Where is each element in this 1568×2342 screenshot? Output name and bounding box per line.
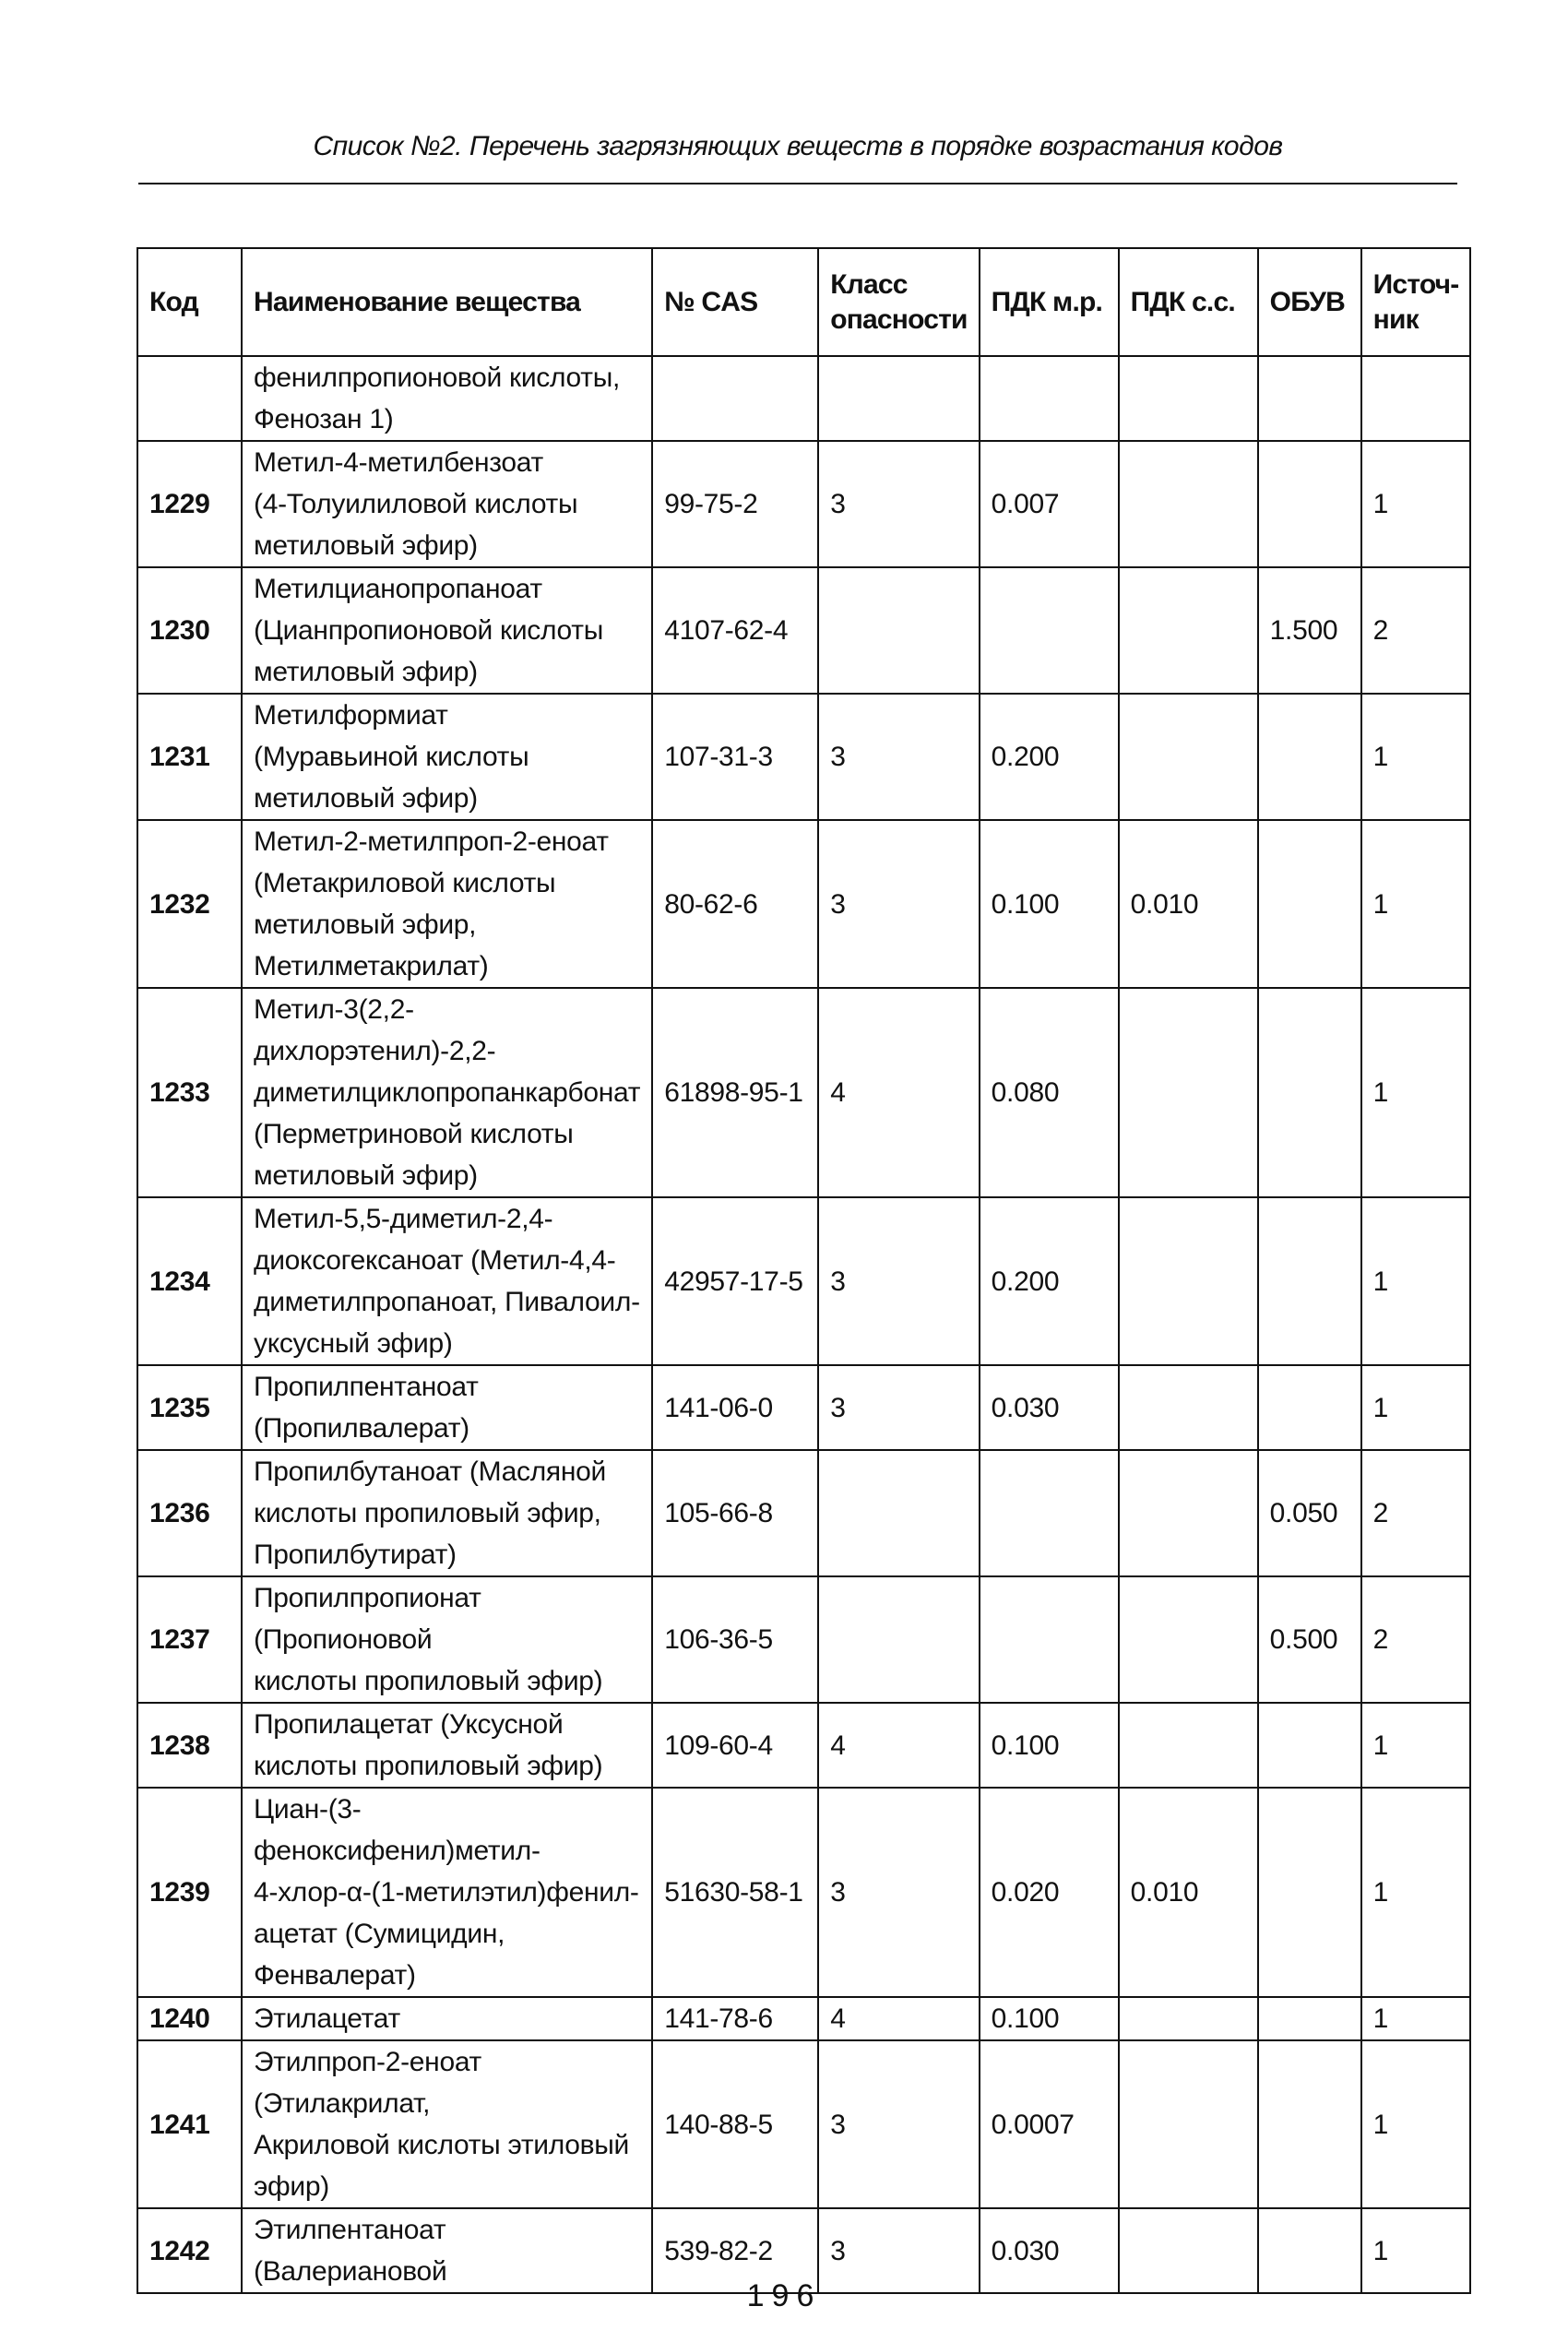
cell-pdk-mr: 0.100 (980, 1997, 1119, 2040)
table-row (137, 694, 1470, 820)
header-name: Наименование вещества (242, 248, 652, 356)
cell-name (242, 988, 652, 1197)
cell-obuv (1258, 1997, 1361, 2040)
name-line: Этилпентаноат (Валериановой (254, 2215, 447, 2287)
cell-hazard-class: 3 (818, 1365, 979, 1450)
table-row (137, 1788, 1470, 1997)
cell-code: 1234 (137, 1197, 242, 1365)
name-line: Этилпроп-2-еноат (Этилакрилат, (254, 2047, 481, 2119)
cell-name (242, 2040, 652, 2208)
cell-code: 1229 (137, 441, 242, 567)
cell-code: 1231 (137, 694, 242, 820)
table-row (137, 567, 1470, 694)
name-line: уксусный эфир) (254, 1328, 453, 1359)
cell-hazard-class: 3 (818, 694, 979, 820)
cell-pdk-mr: 0.020 (980, 1788, 1119, 1997)
name-line: 4-хлор-α-(1-метилэтил)фенил- (254, 1877, 639, 1908)
cell-obuv: 0.500 (1258, 1576, 1361, 1703)
substances-table-container (137, 247, 1471, 2294)
cell-obuv (1258, 356, 1361, 441)
cell-hazard-class: 4 (818, 988, 979, 1197)
cell-source: 2 (1361, 567, 1471, 694)
cell-source: 1 (1361, 988, 1471, 1197)
table-row (137, 441, 1470, 567)
cell-obuv (1258, 441, 1361, 567)
cell-hazard-class: 3 (818, 820, 979, 988)
cell-name (242, 1197, 652, 1365)
cell-name (242, 1788, 652, 1997)
cell-pdk-mr: 0.0007 (980, 2040, 1119, 2208)
table-header-row (137, 248, 1470, 356)
table-row (137, 1197, 1470, 1365)
cell-name (242, 1576, 652, 1703)
header-code: Код (137, 248, 242, 356)
cell-obuv (1258, 694, 1361, 820)
cell-pdk-ss (1119, 1703, 1258, 1788)
header-obuv: ОБУВ (1258, 248, 1361, 356)
cell-pdk-ss (1119, 1997, 1258, 2040)
cell-pdk-mr: 0.200 (980, 1197, 1119, 1365)
name-line: Метил-5,5-диметил-2,4- (254, 1204, 553, 1234)
cell-cas: 141-06-0 (652, 1365, 818, 1450)
table-row (137, 1576, 1470, 1703)
cell-code: 1240 (137, 1997, 242, 2040)
cell-hazard-class: 3 (818, 2040, 979, 2208)
cell-code: 1239 (137, 1788, 242, 1997)
name-line: эфир) (254, 2171, 329, 2202)
name-line: кислоты пропиловый эфир) (254, 1666, 603, 1696)
cell-name (242, 1365, 652, 1450)
cell-source: 1 (1361, 1703, 1471, 1788)
name-line: Пропилбутират) (254, 1540, 457, 1570)
table-body (137, 356, 1470, 2293)
name-line: Метилформиат (254, 700, 448, 731)
cell-name (242, 1997, 652, 2040)
header-pdk-ss: ПДК с.с. (1119, 248, 1258, 356)
cell-pdk-mr: 0.100 (980, 820, 1119, 988)
cell-name (242, 820, 652, 988)
cell-obuv (1258, 2040, 1361, 2208)
cell-hazard-class (818, 567, 979, 694)
cell-code: 1242 (137, 2208, 242, 2293)
cell-obuv (1258, 1788, 1361, 1997)
name-line: диметилпропаноат, Пивалоил- (254, 1287, 640, 1317)
name-line: Фенозан 1) (254, 404, 394, 434)
name-line: метиловый эфир) (254, 657, 478, 687)
name-line: (4-Толуилиловой кислоты (254, 489, 578, 519)
cell-pdk-ss (1119, 441, 1258, 567)
name-line: (Цианпропионовой кислоты (254, 615, 603, 646)
substances-table (137, 247, 1471, 2294)
cell-hazard-class (818, 1450, 979, 1576)
cell-code: 1233 (137, 988, 242, 1197)
cell-pdk-ss: 0.010 (1119, 1788, 1258, 1997)
cell-hazard-class: 3 (818, 441, 979, 567)
cell-hazard-class: 4 (818, 1703, 979, 1788)
cell-obuv (1258, 988, 1361, 1197)
cell-code: 1232 (137, 820, 242, 988)
cell-name (242, 1450, 652, 1576)
cell-pdk-mr: 0.030 (980, 2208, 1119, 2293)
cell-pdk-mr: 0.007 (980, 441, 1119, 567)
cell-cas: 539-82-2 (652, 2208, 818, 2293)
cell-pdk-mr (980, 1576, 1119, 1703)
header-cas: № CAS (652, 248, 818, 356)
cell-code (137, 356, 242, 441)
cell-code: 1241 (137, 2040, 242, 2208)
cell-source: 1 (1361, 1365, 1471, 1450)
name-line: ацетат (Сумицидин, Фенвалерат) (254, 1919, 505, 1991)
cell-pdk-ss (1119, 1365, 1258, 1450)
cell-cas: 107-31-3 (652, 694, 818, 820)
cell-source: 1 (1361, 1788, 1471, 1997)
name-line: диметилциклопропанкарбонат (254, 1077, 641, 1108)
name-line: Метил-4-метилбензоат (254, 447, 543, 478)
table-row (137, 1703, 1470, 1788)
cell-code: 1236 (137, 1450, 242, 1576)
cell-source: 1 (1361, 694, 1471, 820)
cell-cas: 109-60-4 (652, 1703, 818, 1788)
cell-pdk-ss (1119, 2040, 1258, 2208)
cell-pdk-mr (980, 1450, 1119, 1576)
cell-pdk-mr (980, 567, 1119, 694)
name-line: метиловый эфир) (254, 1160, 478, 1191)
cell-name (242, 694, 652, 820)
cell-hazard-class: 3 (818, 1197, 979, 1365)
name-line: Пропилпропионат (Пропионовой (254, 1583, 481, 1655)
table-row (137, 356, 1470, 441)
name-line: диоксогексаноат (Метил-4,4- (254, 1245, 616, 1276)
cell-hazard-class: 4 (818, 1997, 979, 2040)
cell-pdk-ss (1119, 1450, 1258, 1576)
cell-code: 1230 (137, 567, 242, 694)
header-source-line-1: Источ- (1372, 268, 1459, 300)
cell-code: 1237 (137, 1576, 242, 1703)
cell-cas: 140-88-5 (652, 2040, 818, 2208)
cell-source: 1 (1361, 2040, 1471, 2208)
table-row (137, 1365, 1470, 1450)
cell-name (242, 1703, 652, 1788)
cell-code: 1235 (137, 1365, 242, 1450)
cell-name (242, 356, 652, 441)
name-line: кислоты пропиловый эфир, (254, 1498, 601, 1528)
cell-cas: 99-75-2 (652, 441, 818, 567)
cell-pdk-mr (980, 356, 1119, 441)
cell-obuv (1258, 1365, 1361, 1450)
cell-pdk-mr: 0.030 (980, 1365, 1119, 1450)
cell-hazard-class: 3 (818, 2208, 979, 2293)
header-source (1361, 248, 1471, 356)
cell-obuv: 1.500 (1258, 567, 1361, 694)
header-source-line-2: ник (1372, 303, 1419, 335)
name-line: (Перметриновой кислоты (254, 1119, 574, 1149)
cell-pdk-ss: 0.010 (1119, 820, 1258, 988)
cell-obuv (1258, 1197, 1361, 1365)
name-line: Пропилпентаноат (254, 1372, 479, 1402)
cell-pdk-ss (1119, 988, 1258, 1197)
name-line: метиловый эфир, (254, 909, 477, 940)
cell-source: 1 (1361, 1197, 1471, 1365)
title-divider (138, 183, 1457, 184)
cell-cas: 4107-62-4 (652, 567, 818, 694)
name-line: кислоты пропиловый эфир) (254, 1751, 603, 1781)
cell-source: 2 (1361, 1450, 1471, 1576)
cell-cas: 42957-17-5 (652, 1197, 818, 1365)
cell-source: 1 (1361, 1997, 1471, 2040)
name-line: (Метакриловой кислоты (254, 868, 556, 898)
page-number: 196 (746, 2278, 822, 2313)
header-hazard-class-line-2: опасности (830, 303, 968, 335)
cell-name (242, 567, 652, 694)
name-line: Акриловой кислоты этиловый (254, 2130, 630, 2160)
name-line: Пропилацетат (Уксусной (254, 1709, 564, 1740)
cell-obuv: 0.050 (1258, 1450, 1361, 1576)
cell-source: 1 (1361, 2208, 1471, 2293)
cell-pdk-mr: 0.080 (980, 988, 1119, 1197)
cell-pdk-ss (1119, 567, 1258, 694)
cell-pdk-ss (1119, 1576, 1258, 1703)
page-title: Список №2. Перечень загрязняющих веществ в порядке возрастания кодов (313, 131, 1283, 161)
cell-cas: 105-66-8 (652, 1450, 818, 1576)
cell-hazard-class: 3 (818, 1788, 979, 1997)
cell-cas: 51630-58-1 (652, 1788, 818, 1997)
name-line: метиловый эфир) (254, 530, 478, 561)
name-line: метиловый эфир) (254, 783, 478, 814)
name-line: Метил-3(2,2-дихлорэтенил)-2,2- (254, 994, 496, 1066)
cell-source: 1 (1361, 441, 1471, 567)
name-line: Пропилбутаноат (Масляной (254, 1456, 606, 1487)
table-row (137, 988, 1470, 1197)
cell-cas: 80-62-6 (652, 820, 818, 988)
cell-cas: 61898-95-1 (652, 988, 818, 1197)
name-line: (Муравьиной кислоты (254, 742, 529, 772)
cell-obuv (1258, 1703, 1361, 1788)
table-row (137, 820, 1470, 988)
table-row (137, 1997, 1470, 2040)
name-line: (Пропилвалерат) (254, 1413, 469, 1444)
cell-pdk-ss (1119, 1197, 1258, 1365)
cell-pdk-mr: 0.200 (980, 694, 1119, 820)
name-line: Циан-(3-феноксифенил)метил- (254, 1794, 540, 1866)
cell-hazard-class (818, 1576, 979, 1703)
cell-cas: 106-36-5 (652, 1576, 818, 1703)
cell-source: 2 (1361, 1576, 1471, 1703)
table-row (137, 2040, 1470, 2208)
table-row (137, 1450, 1470, 1576)
cell-pdk-mr: 0.100 (980, 1703, 1119, 1788)
cell-source: 1 (1361, 820, 1471, 988)
name-line: фенилпропионовой кислоты, (254, 363, 621, 393)
cell-code: 1238 (137, 1703, 242, 1788)
cell-cas: 141-78-6 (652, 1997, 818, 2040)
cell-source (1361, 356, 1471, 441)
name-line: Метилцианопропаноат (254, 574, 542, 604)
header-hazard-class-line-1: Класс (830, 268, 908, 300)
cell-hazard-class (818, 356, 979, 441)
header-hazard-class (818, 248, 979, 356)
cell-pdk-ss (1119, 694, 1258, 820)
cell-cas (652, 356, 818, 441)
cell-name (242, 441, 652, 567)
cell-pdk-ss (1119, 356, 1258, 441)
header-pdk-mr: ПДК м.р. (980, 248, 1119, 356)
name-line: Этилацетат (254, 2003, 400, 2034)
cell-obuv (1258, 820, 1361, 988)
name-line: Метилметакрилат) (254, 951, 489, 981)
name-line: Метил-2-метилпроп-2-еноат (254, 826, 609, 857)
